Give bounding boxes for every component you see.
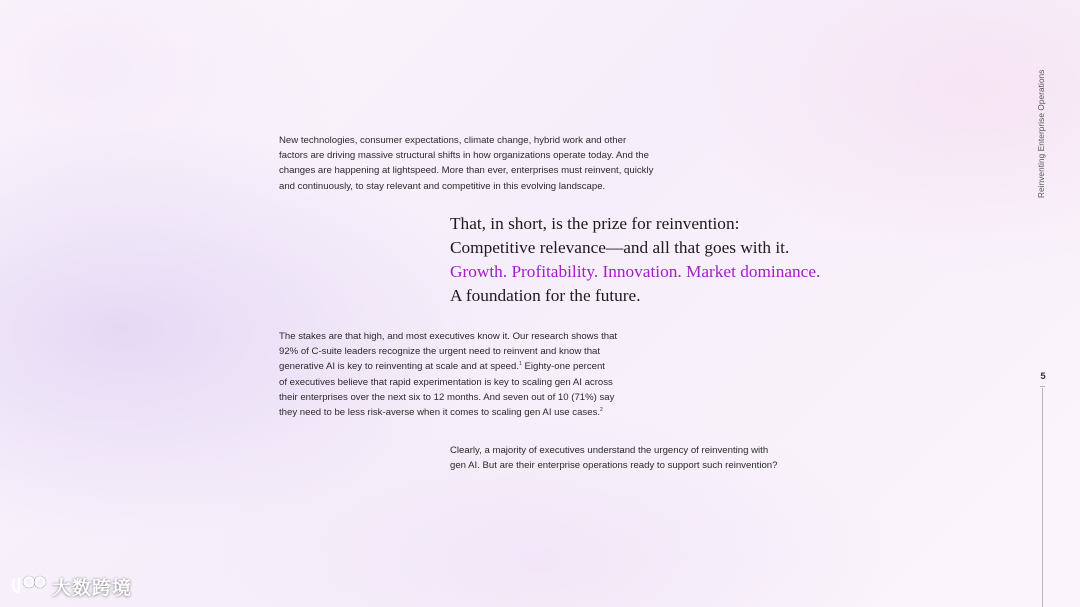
stakes-line: of executives believe that rapid experimentation is key to scaling gen AI across	[279, 376, 613, 388]
brand-logo-icon	[10, 574, 48, 598]
quote-line: A foundation for the future.	[450, 286, 641, 305]
intro-line: New technologies, consumer expectations, climate change, hybrid work and other	[279, 135, 627, 146]
stakes-line: Eighty-one percent	[521, 361, 605, 373]
closing-line: gen AI. But are their enterprise operations ready to support such reinvention?	[450, 460, 778, 472]
quote-line: That, in short, is the prize for reinvention:	[450, 214, 740, 233]
quote-highlight-line: Growth. Profitability. Innovation. Market dominance.	[450, 262, 821, 281]
closing-line: Clearly, a majority of executives understand the urgency of reinventing with	[450, 445, 769, 456]
footnote-marker[interactable]: 1	[519, 361, 522, 368]
stakes-paragraph	[279, 329, 659, 420]
progress-rail	[1042, 388, 1043, 607]
watermark	[10, 572, 132, 600]
section-title-vertical: Reinventing Enterprise Operations	[1037, 69, 1046, 198]
closing-paragraph	[450, 443, 820, 473]
stakes-line: 92% of C-suite leaders recognize the urgent need to reinvent and know that	[279, 346, 601, 358]
stakes-line: The stakes are that high, and most executives know it. Our research shows that	[279, 331, 618, 342]
progress-rail-tick	[1040, 386, 1045, 387]
watermark-text: 大数跨境	[52, 576, 133, 599]
stakes-line: they need to be less risk-averse when it comes to scaling gen AI use cases.	[279, 407, 601, 419]
stakes-line: their enterprises over the next six to 12 months. And seven out of 10 (71%) say	[279, 391, 615, 403]
intro-line: factors are driving massive structural shifts in how organizations operate today. And the	[279, 150, 649, 162]
quote-line: Competitive relevance—and all that goes with it.	[450, 238, 790, 257]
page-number: 5	[1040, 371, 1046, 382]
footnote-marker[interactable]: 2	[600, 406, 603, 413]
pull-quote	[450, 212, 870, 308]
intro-line: and continuously, to stay relevant and competitive in this evolving landscape.	[279, 180, 606, 192]
stakes-line: generative AI is key to reinventing at scale and at speed.	[279, 361, 519, 373]
intro-paragraph	[279, 133, 699, 194]
intro-line: changes are happening at lightspeed. More than ever, enterprises must reinvent, quickly	[279, 165, 654, 177]
